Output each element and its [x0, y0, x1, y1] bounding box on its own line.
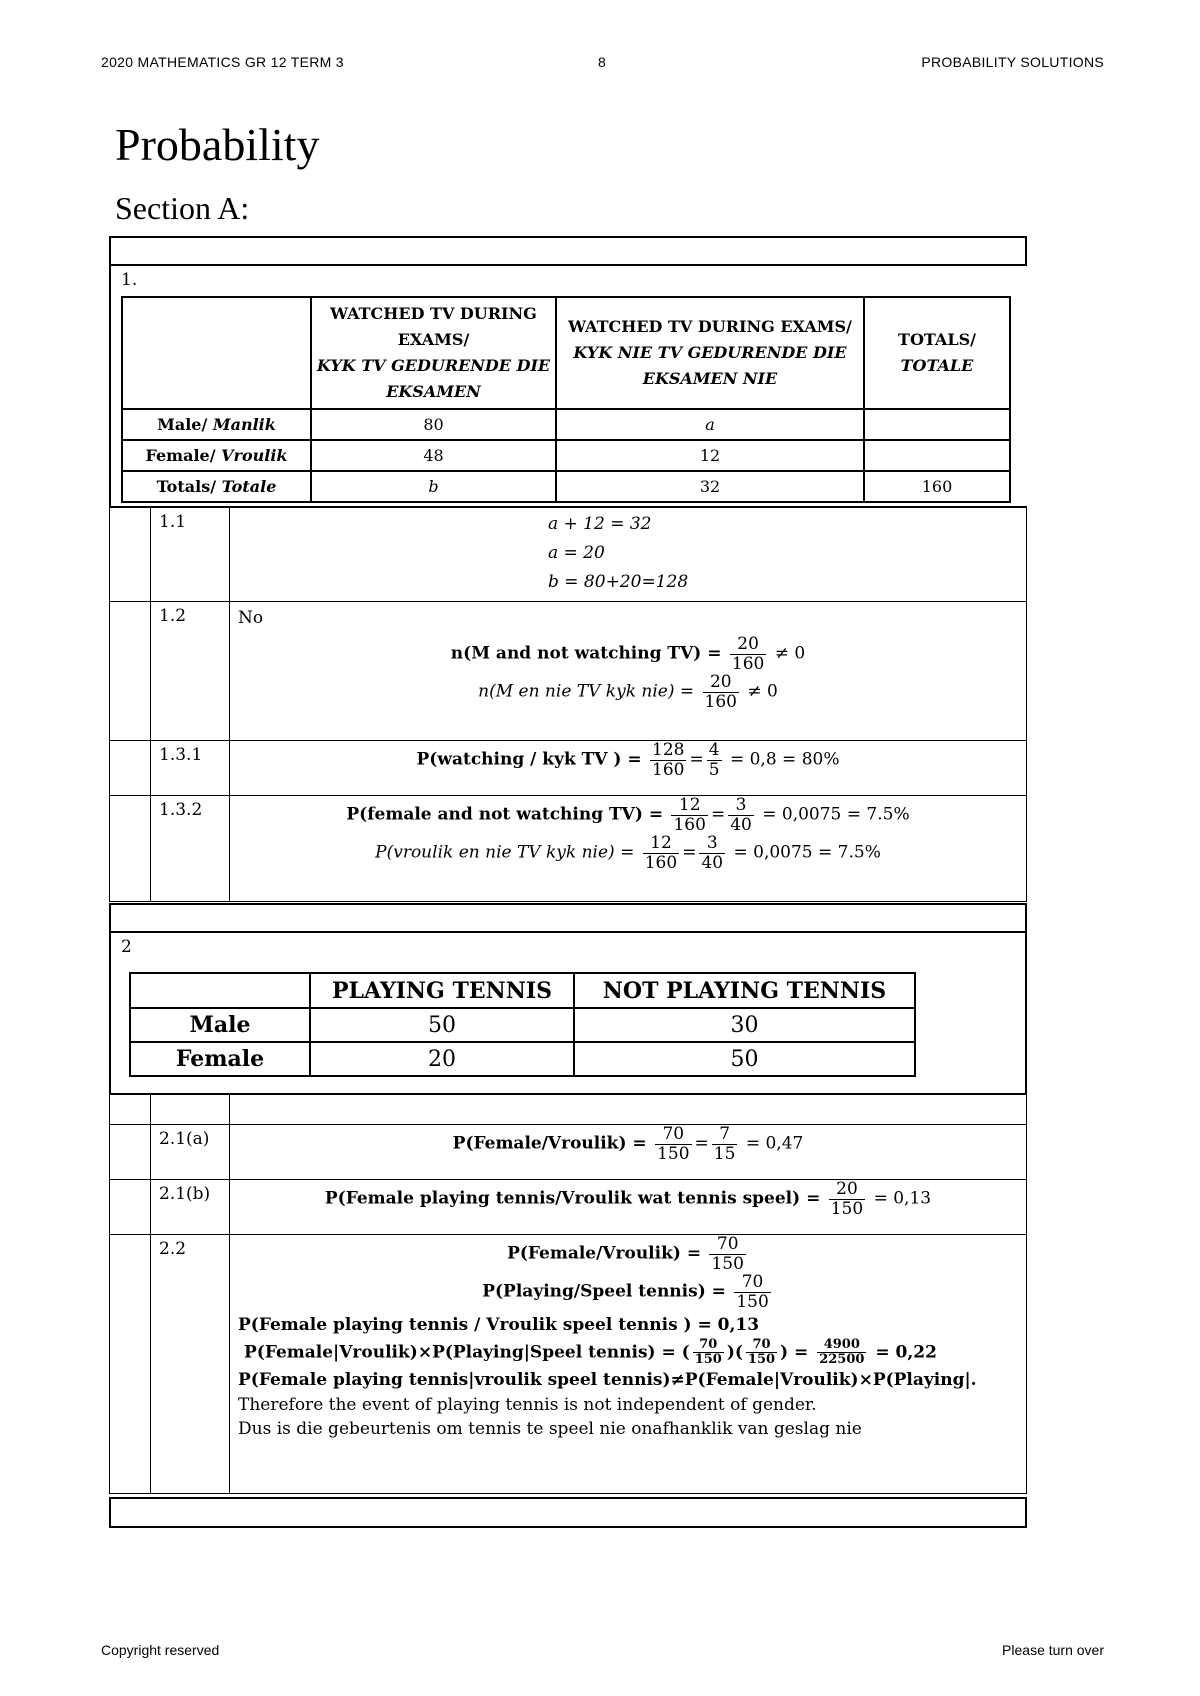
answer-row — [110, 1125, 1027, 1180]
subquestion-number: 2.2 — [151, 1235, 230, 1494]
row-label: Female — [130, 1042, 310, 1076]
q2-top-bar — [109, 903, 1027, 933]
cell-watched: b — [311, 471, 556, 502]
answer-1-2: No n(M and not watching TV) = $\frac{20}{160}$ ≠ 0 n(M en nie TV kyk nie) = $\frac{20}{160}$ ≠ 0 — [230, 602, 1027, 741]
fraction: $\frac{70}{150}$ — [694, 1336, 722, 1368]
col-header-not-watched-en: WATCHED TV DURING EXAMS/ — [568, 317, 852, 336]
answer-line: P(Female playing tennis / Vroulik speel tennis ) = 0,13 — [238, 1314, 760, 1335]
footer-left: Copyright reserved — [101, 1642, 220, 1658]
cell-not-watched: 12 — [556, 440, 864, 471]
row-label: Totals/ Totale — [122, 471, 311, 502]
row-label: Male/ Manlik — [122, 409, 311, 440]
footer-right: Please turn over — [1002, 1642, 1104, 1658]
answer-row — [110, 1235, 1027, 1494]
q2-bottom-bar — [109, 1497, 1027, 1528]
fraction: $\frac{3}{40}$ — [701, 833, 724, 874]
fraction: $\frac{70}{150}$ — [747, 1336, 776, 1368]
cell-playing: 50 — [310, 1008, 574, 1042]
section-heading: Section A: — [115, 190, 250, 226]
answer-row — [110, 508, 1027, 602]
table-corner — [122, 297, 311, 409]
answer-1-3-1: P(watching / kyk TV ) = $\frac{128}{160}$ = $\frac{4}{5}$ = 0,8 = 80% — [230, 741, 1027, 796]
cell-watched: 80 — [311, 409, 556, 440]
answer-row — [110, 1180, 1027, 1235]
col-header-totals-en: TOTALS/ — [898, 330, 976, 349]
cell-not-watched: a — [556, 409, 864, 440]
fraction: $\frac{20}{160}$ — [704, 672, 737, 713]
cell-watched: 48 — [311, 440, 556, 471]
answer-row — [110, 602, 1027, 741]
subquestion-number: 1.3.2 — [151, 796, 230, 902]
cell-playing: 20 — [310, 1042, 574, 1076]
table-row — [130, 1008, 915, 1042]
col-header-watched-en: WATCHED TV DURING EXAMS/ — [330, 304, 537, 349]
fraction: $\frac{70}{150}$ — [657, 1124, 690, 1164]
q2-answers-grid — [109, 1094, 1027, 1494]
header-right: PROBABILITY SOLUTIONS — [921, 54, 1104, 70]
header-left: 2020 MATHEMATICS GR 12 TERM 3 — [101, 54, 344, 70]
table-corner — [130, 973, 310, 1008]
table-row — [130, 1042, 915, 1076]
col-header-not-playing: NOT PLAYING TENNIS — [574, 973, 915, 1008]
cell-total: 160 — [864, 471, 1010, 502]
subquestion-number: 1.3.1 — [151, 741, 230, 796]
table-row — [122, 440, 1010, 471]
answer-line: P(Female playing tennis|vroulik speel tennis)≠P(Female|Vroulik)×P(Playing|. — [238, 1370, 977, 1391]
table-row — [122, 409, 1010, 440]
answer-1-1: a + 12 = 32 a = 20 b = 80+20=128 — [230, 508, 1027, 602]
row-label: Female/ Vroulik — [122, 440, 311, 471]
fraction: $\frac{4900}{22500}$ — [819, 1336, 865, 1368]
fraction: $\frac{20}{160}$ — [731, 634, 765, 674]
fraction: $\frac{70}{150}$ — [736, 1272, 769, 1313]
answer-2-2: P(Female/Vroulik) = $\frac{70}{150}$ P(Playing/Speel tennis) = $\frac{70}{150}$ P(Female playing tennis / Vroulik speel tennis ) = 0,13 P(Female|Vroulik)×P(Playing|Speel tennis) = ( $\frac{70}{150}$ )( $\frac{70}{150}$ ) = $\frac{4900}{22500}$ = 0,22 P(Female playing tennis|vroulik speel tennis)≠P(Female|Vroulik)×P(Playing|. Therefore the event of playing tennis is not independent of gender. Dus is die gebeurtenis om tennis te speel nie onafhanklik van geslag nie — [230, 1235, 1027, 1494]
fraction: $\frac{128}{160}$ — [652, 740, 685, 780]
col-header-not-watched-af: KYK NIE TV GEDURENDE DIE EKSAMEN NIE — [573, 343, 847, 388]
fraction: $\frac{3}{40}$ — [730, 795, 752, 835]
answer-row — [110, 796, 1027, 902]
page-title: Probability — [115, 119, 320, 170]
fraction: $\frac{70}{150}$ — [711, 1234, 744, 1274]
page-number: 8 — [598, 54, 607, 70]
col-header-playing: PLAYING TENNIS — [310, 973, 574, 1008]
answer-2-1b: P(Female playing tennis/Vroulik wat tennis speel) = $\frac{20}{150}$ = 0,13 — [230, 1180, 1027, 1235]
answer-no: No — [238, 608, 264, 628]
subquestion-number: 1.2 — [151, 602, 230, 741]
cell-total — [864, 440, 1010, 471]
cell-total — [864, 409, 1010, 440]
fraction: $\frac{4}{5}$ — [708, 740, 720, 780]
col-header-watched — [311, 297, 556, 409]
subquestion-number: 2.1(a) — [151, 1125, 230, 1180]
fraction: $\frac{12}{160}$ — [644, 833, 678, 874]
col-header-totals-af: TOTALE — [900, 356, 974, 375]
q1-answers-grid — [109, 507, 1027, 902]
conclusion-af: Dus is die gebeurtenis om tennis te speel nie onafhanklik van geslag nie — [238, 1419, 862, 1440]
tennis-table — [129, 972, 916, 1077]
subquestion-number: 2.1(b) — [151, 1180, 230, 1235]
subquestion-number: 1.1 — [151, 508, 230, 602]
q2-number: 2 — [121, 937, 132, 957]
fraction: $\frac{7}{15}$ — [713, 1124, 736, 1164]
q1-top-bar — [109, 236, 1027, 266]
col-header-totals — [864, 297, 1010, 409]
q1-number: 1. — [121, 270, 138, 290]
fraction: $\frac{20}{150}$ — [830, 1179, 864, 1219]
cell-not-playing: 50 — [574, 1042, 915, 1076]
table-row — [122, 471, 1010, 502]
fraction: $\frac{12}{160}$ — [673, 795, 706, 835]
col-header-watched-af: KYK TV GEDURENDE DIE EKSAMEN — [316, 356, 551, 401]
tv-exam-table — [121, 296, 1011, 503]
row-label: Male — [130, 1008, 310, 1042]
answer-row — [110, 741, 1027, 796]
cell-not-watched: 32 — [556, 471, 864, 502]
conclusion-en: Therefore the event of playing tennis is not independent of gender. — [238, 1395, 817, 1416]
answer-2-1a: P(Female/Vroulik) = $\frac{70}{150}$ = $\frac{7}{15}$ = 0,47 — [230, 1125, 1027, 1180]
col-header-not-watched — [556, 297, 864, 409]
cell-not-playing: 30 — [574, 1008, 915, 1042]
answer-1-3-2: P(female and not watching TV) = $\frac{12}{160}$ = $\frac{3}{40}$ = 0,0075 = 7.5% P(vroulik en nie TV kyk nie) = $\frac{12}{160}$ = $\frac{3}{40}$ = 0,0075 = 7.5% — [230, 796, 1027, 902]
